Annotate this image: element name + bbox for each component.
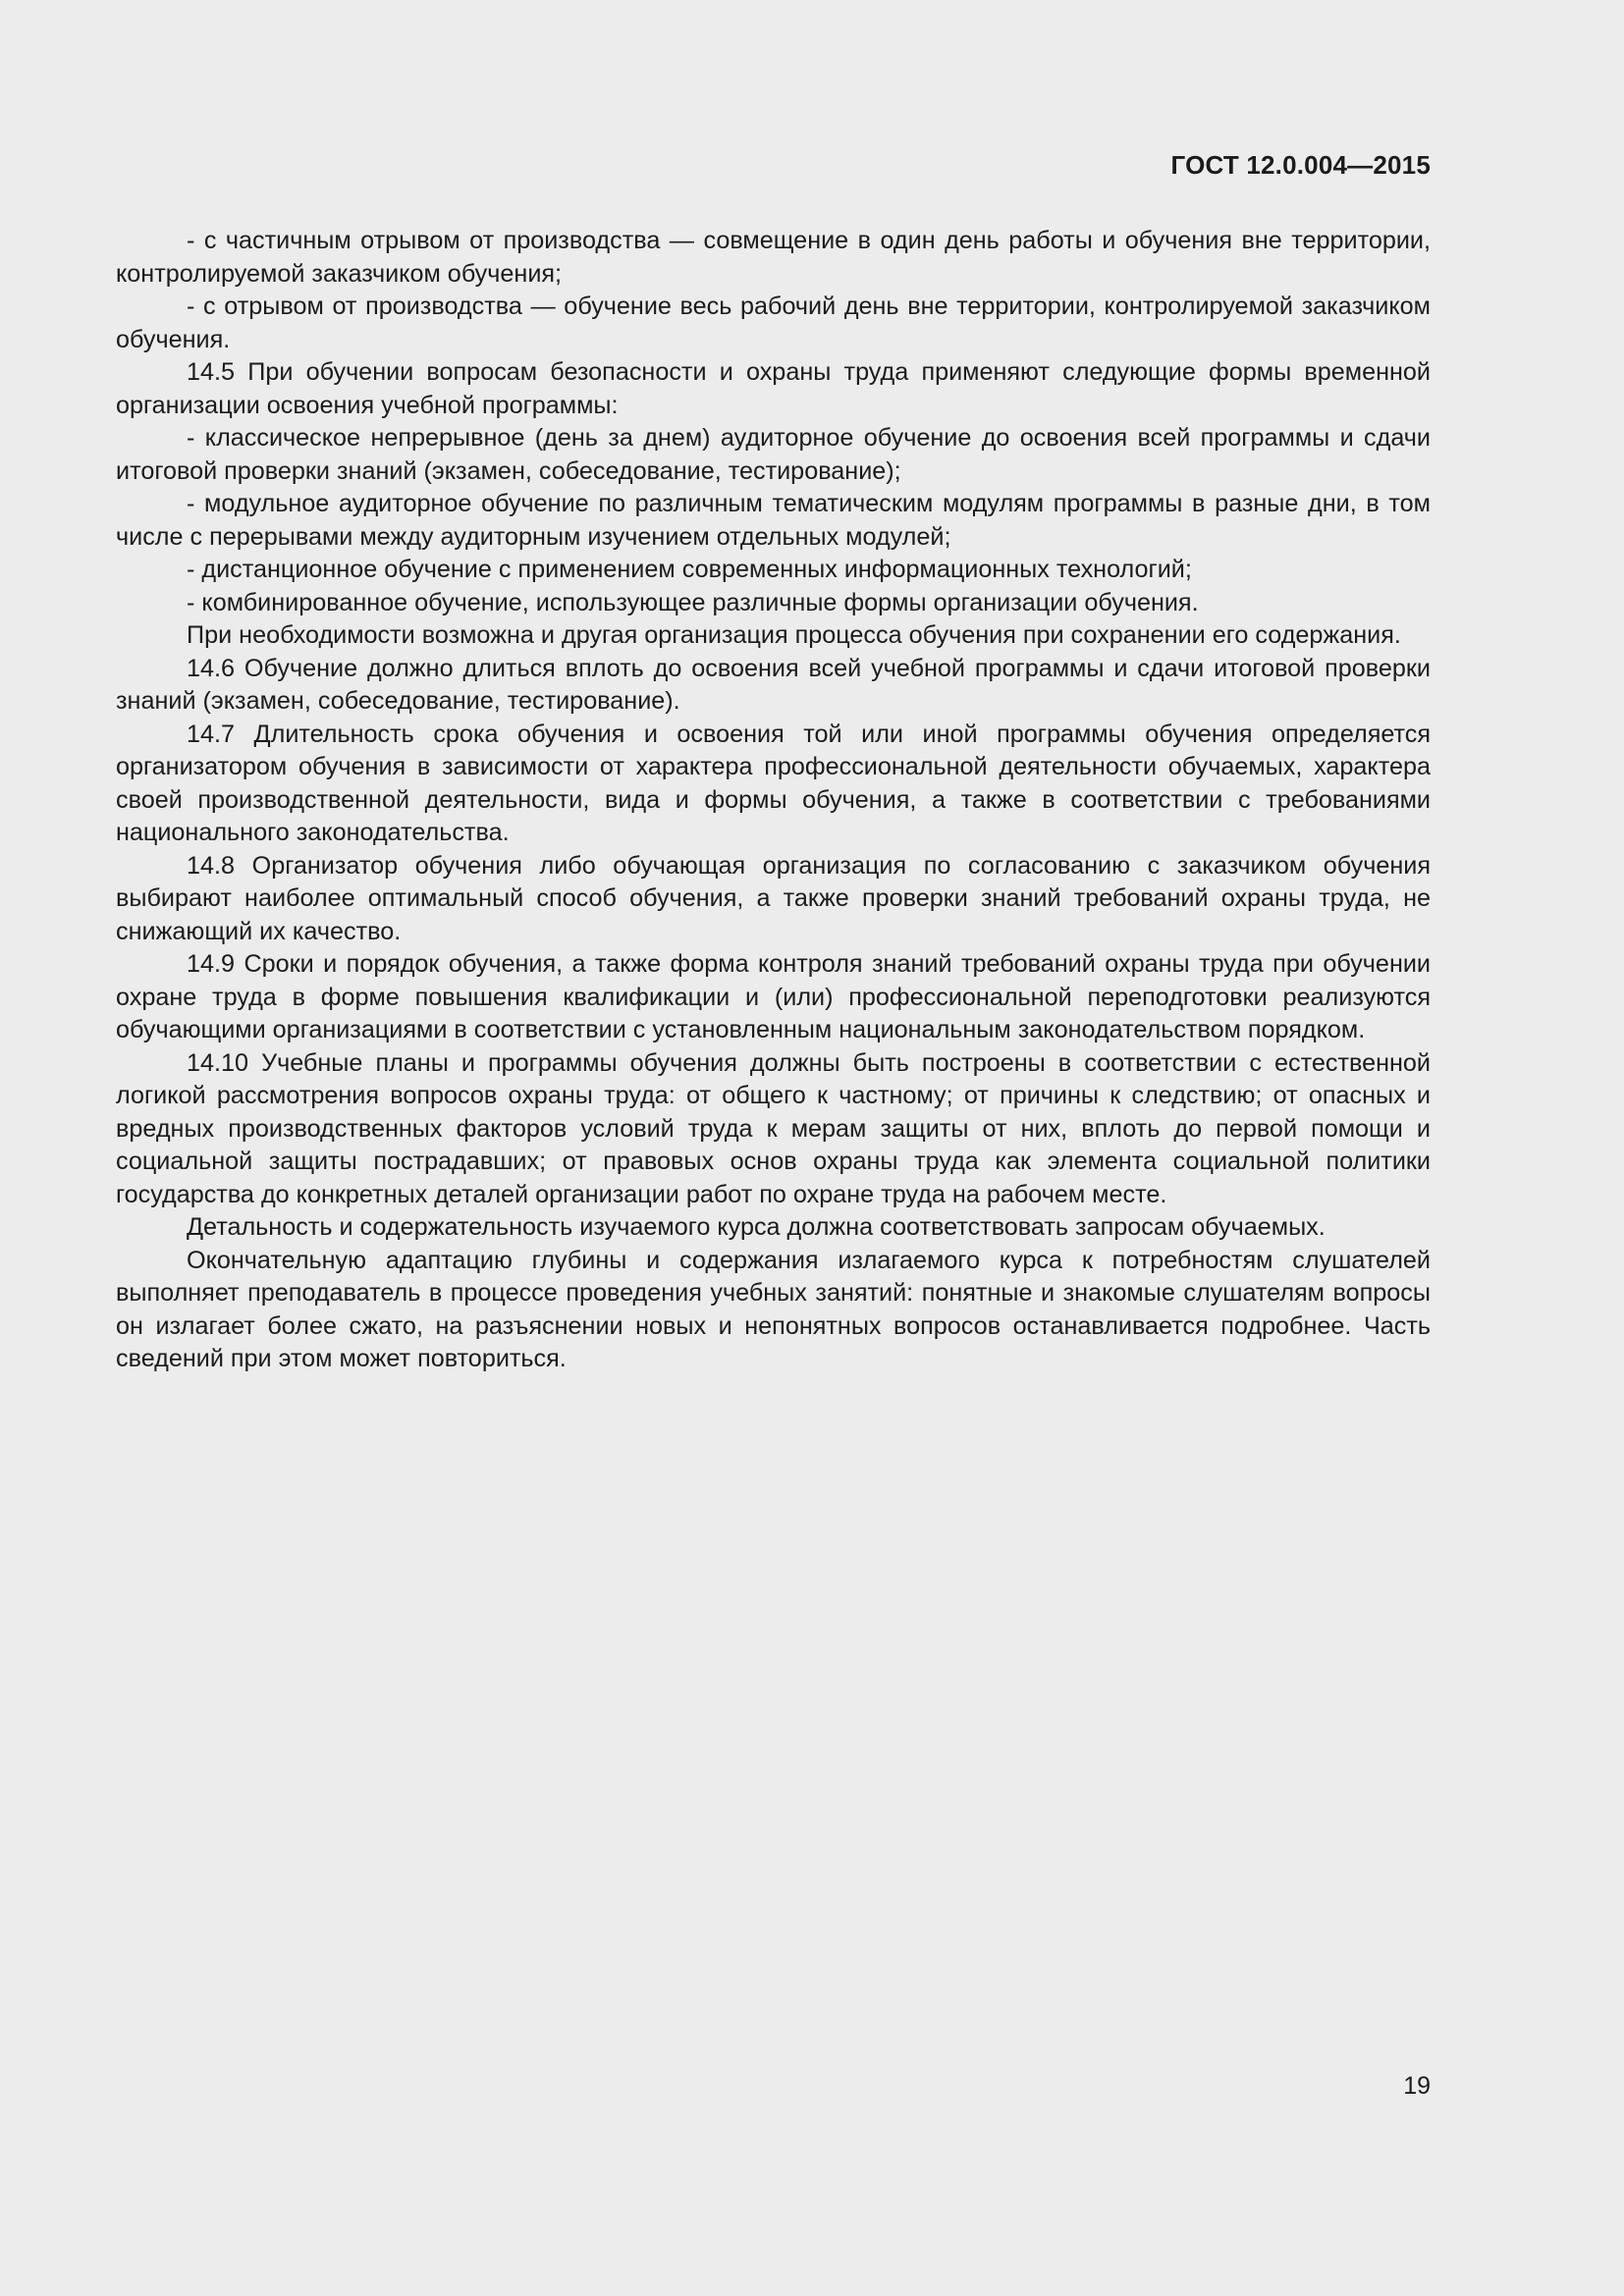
paragraph-item: - с отрывом от производства — обучение весь рабочий день вне территории, контролируемой заказчиком обучения. — [116, 293, 1431, 353]
paragraph-item: Окончательную адаптацию глубины и содержания излагаемого курса к потребностям слушателей выполняет преподаватель в процессе проведения учебных занятий: понятные и знакомые слушателям вопросы он излагает более сжато, на разъяснении новых и непонятных вопросов останавливается подробнее. Часть сведений при этом может повториться. — [116, 1246, 1431, 1372]
page-number: 19 — [1403, 2072, 1431, 2100]
paragraph-item: - модульное аудиторное обучение по различным тематическим модулям программы в разные дни, в том числе с перерывами между аудиторным изучением отдельных модулей; — [116, 490, 1431, 551]
paragraph-item: Детальность и содержательность изучаемого курса должна соответствовать запросам обучаемых. — [187, 1213, 1326, 1241]
paragraph-item: - дистанционное обучение с применением современных информационных технологий; — [187, 556, 1192, 583]
paragraph-item: 14.8 Организатор обучения либо обучающая организация по согласованию с заказчиком обучения выбирают наиболее оптимальный способ обучения, а также проверки знаний требований охраны труда, не снижающий их качество. — [116, 851, 1431, 945]
paragraph-item: При необходимости возможна и другая организация процесса обучения при сохранении его содержания. — [187, 621, 1401, 649]
paragraph-item: 14.6 Обучение должно длиться вплоть до освоения всей учебной программы и сдачи итоговой проверки знаний (экзамен, собеседование, тестирование). — [116, 654, 1431, 715]
paragraph-item: 14.5 При обучении вопросам безопасности и охраны труда применяют следующие формы временной организации освоения учебной программы: — [116, 358, 1431, 419]
paragraph-item: 14.9 Сроки и порядок обучения, а также форма контроля знаний требований охраны труда при обучении охране труда в форме повышения квалификации и (или) профессиональной переподготовки реализуются обучающими организациями в соответствии с установленным национальным законодательством порядком. — [116, 950, 1431, 1043]
paragraph-item: - классическое непрерывное (день за днем) аудиторное обучение до освоения всей программы и сдачи итоговой проверки знаний (экзамен, собеседование, тестирование); — [116, 424, 1431, 485]
document-standard-id: ГОСТ 12.0.004—2015 — [1170, 150, 1431, 180]
paragraph-item: - комбинированное обучение, использующее различные формы организации обучения. — [187, 588, 1199, 616]
paragraph-item: 14.10 Учебные планы и программы обучения должны быть построены в соответствии с естественной логикой рассмотрения вопросов охраны труда: от общего к частному; от причины к следствию; от опасных и вредных производственных факторов условий труда к мерам защиты от них, вплоть до первой помощи и социальной защиты пострадавших; от правовых основ охраны труда как элемента социальной политики государства до конкретных деталей организации работ по охране труда на рабочем месте. — [116, 1048, 1431, 1208]
document-body — [116, 225, 1431, 1376]
paragraph-item: 14.7 Длительность срока обучения и освоения той или иной программы обучения определяется организатором обучения в зависимости от характера профессиональной деятельности обучаемых, характера своей производственной деятельности, вида и формы обучения, а также в соответствии с требованиями национального законодательства. — [116, 720, 1431, 846]
paragraph-item: - с частичным отрывом от производства — совмещение в один день работы и обучения вне территории, контролируемой заказчиком обучения; — [116, 227, 1431, 288]
